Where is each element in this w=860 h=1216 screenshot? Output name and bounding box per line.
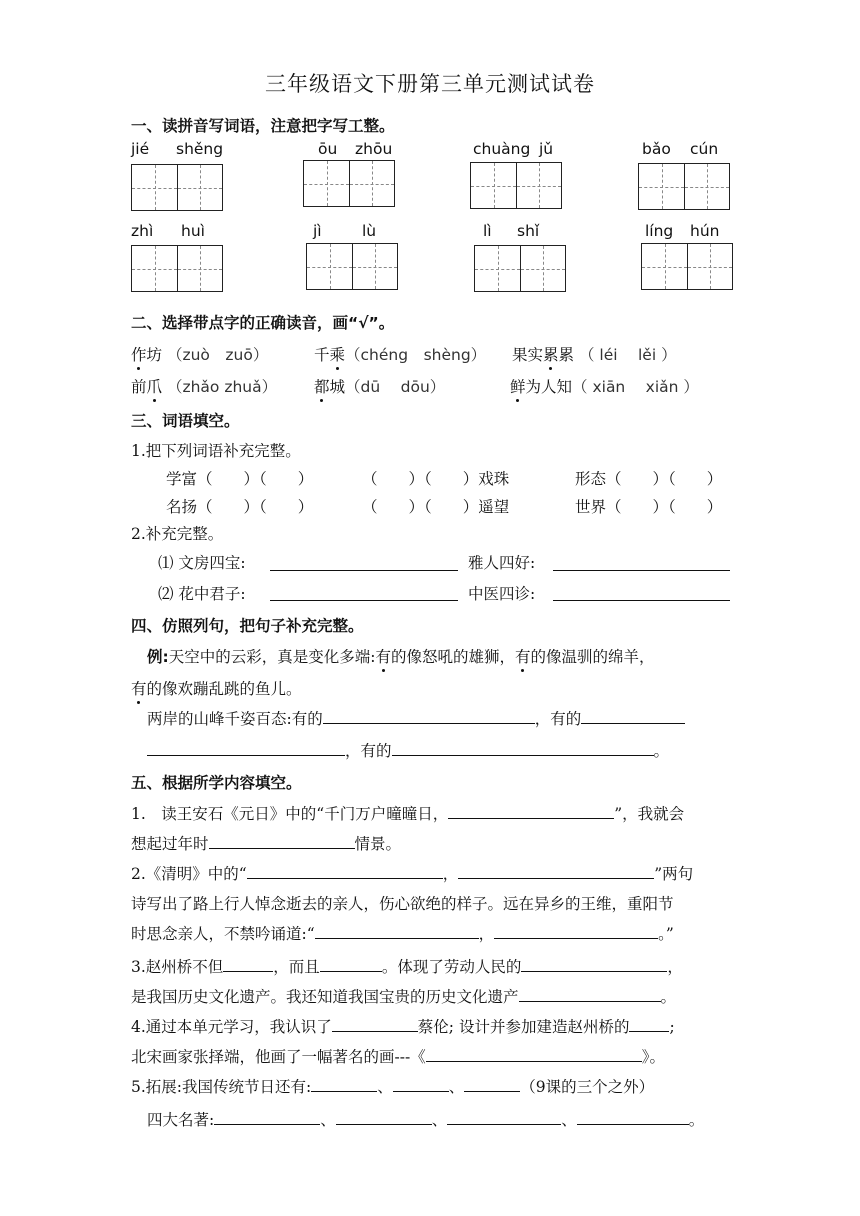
writing-grid-7[interactable] [474, 245, 566, 292]
idiom-xizhu[interactable]: （ ）（ ）戏珠 [362, 470, 510, 488]
blank-classic-1[interactable] [214, 1108, 320, 1125]
question-3-1: 1.把下列词语补充完整。 [131, 442, 301, 460]
question-3-2: 2.补充完整。 [131, 525, 224, 543]
label-wenfang: ⑴ 文房四宝: [158, 554, 246, 572]
label-zhongyi: 中医四诊: [468, 585, 536, 603]
blank-qingming-1[interactable] [247, 862, 443, 879]
blank-wenfang[interactable] [270, 554, 458, 575]
example-line-1: 例:天空中的云彩，真是变化多端:有的像怒吼的雄狮，有的像温驯的绵羊， [147, 645, 655, 667]
section-5-heading: 五、根据所学内容填空。 [131, 774, 302, 792]
section-3-heading: 三、词语填空。 [131, 412, 240, 430]
pinyin-2b: zhōu [355, 140, 393, 158]
pinyin-5b: huì [181, 222, 205, 240]
blank-wangwei-1[interactable] [315, 922, 479, 939]
pinyin-7a: lì [483, 222, 492, 240]
example-line-2: 有的像欢蹦乱跳的鱼儿。 [131, 677, 302, 699]
blank-festival-1[interactable] [311, 1075, 377, 1092]
blank-yuanri-1[interactable] [448, 802, 614, 819]
blank-classic-4[interactable] [577, 1108, 689, 1125]
pinyin-8b: hún [690, 222, 720, 240]
page-title: 三年级语文下册第三单元测试试卷 [265, 72, 595, 96]
reading-item-1[interactable]: 作坊 （zuò zuō） [131, 343, 268, 365]
blank-zhaozhou-1[interactable] [223, 955, 273, 972]
blank-zhongyi[interactable] [553, 584, 730, 605]
writing-grid-1[interactable] [131, 164, 223, 211]
pinyin-5a: zhì [131, 222, 154, 240]
blank-painting[interactable] [426, 1045, 642, 1062]
reading-item-2[interactable]: 千乘（chéng shèng） [314, 343, 486, 365]
pinyin-6b: lù [362, 222, 377, 240]
idiom-mingyang[interactable]: 名扬（ ）（ ） [166, 498, 314, 516]
reading-item-3[interactable]: 果实累累 （ léi lěi ） [512, 343, 677, 365]
pinyin-4a: bǎo [642, 140, 671, 158]
idiom-yaowang[interactable]: （ ）（ ）遥望 [362, 498, 510, 516]
blank-zhaozhou-2[interactable] [320, 955, 382, 972]
writing-grid-6[interactable] [306, 243, 398, 290]
imitate-line-2: ，有的 。 [147, 739, 669, 761]
pinyin-1a: jié [131, 140, 150, 158]
q5-2-line-3: 时思念亲人，不禁吟诵道:“ ， 。” [131, 922, 674, 944]
q5-1-line-1: 1. 读王安石《元日》中的“千门万户曈曈日， ”，我就会 [131, 802, 684, 824]
blank-imitate-4[interactable] [392, 739, 654, 756]
reading-item-5[interactable]: 都城（dū dōu） [314, 375, 445, 397]
pinyin-6a: jì [313, 222, 322, 240]
blank-yuanri-2[interactable] [209, 832, 355, 849]
section-4-heading: 四、仿照列句，把句子补充完整。 [131, 617, 364, 635]
blank-zhaozhou-3[interactable] [521, 955, 667, 972]
blank-qingming-2[interactable] [458, 862, 654, 879]
writing-grid-2[interactable] [303, 160, 395, 207]
q5-2-line-2: 诗写出了路上行人悼念逝去的亲人，伤心欲绝的样子。远在异乡的王维，重阳节 [131, 895, 674, 913]
label-yaren: 雅人四好: [468, 554, 536, 572]
idiom-xingtai[interactable]: 形态（ ）（ ） [575, 470, 723, 488]
reading-item-4[interactable]: 前爪 （zhǎo zhuǎ） [131, 375, 277, 397]
q5-5-line-2: 四大名著: 、 、 、 。 [147, 1108, 704, 1130]
section-1-heading: 一、读拼音写词语，注意把字写工整。 [131, 117, 395, 135]
imitate-line-1: 两岸的山峰千姿百态:有的 ，有的 [147, 707, 685, 729]
idiom-shijie[interactable]: 世界（ ）（ ） [575, 498, 723, 516]
blank-huazhong[interactable] [270, 584, 458, 605]
section-2-heading: 二、选择带点字的正确读音，画“√”。 [131, 314, 395, 332]
q5-3-line-2: 是我国历史文化遗产。我还知道我国宝贵的历史文化遗产 。 [131, 985, 676, 1007]
q5-2-line-1: 2.《清明》中的“ ， ”两句 [131, 862, 693, 884]
blank-lichun[interactable] [629, 1015, 669, 1032]
reading-item-6[interactable]: 鲜为人知（ xiān xiǎn ） [510, 375, 699, 397]
q5-4-line-2: 北宋画家张择端，他画了一幅著名的画---《 》。 [131, 1045, 665, 1067]
blank-imitate-3[interactable] [147, 739, 345, 756]
q5-1-line-2: 想起过年时 情景。 [131, 832, 401, 854]
blank-classic-3[interactable] [447, 1108, 561, 1125]
blank-festival-2[interactable] [393, 1075, 449, 1092]
blank-yaren[interactable] [553, 554, 730, 575]
blank-festival-3[interactable] [464, 1075, 520, 1092]
blank-imitate-2[interactable] [581, 707, 685, 724]
pinyin-3b: jǔ [539, 140, 554, 158]
blank-wangwei-2[interactable] [494, 922, 658, 939]
writing-grid-5[interactable] [131, 245, 223, 292]
blank-imitate-1[interactable] [323, 707, 535, 724]
writing-grid-3[interactable] [470, 162, 562, 209]
pinyin-4b: cún [690, 140, 719, 158]
idiom-xuefu[interactable]: 学富（ ）（ ） [166, 470, 314, 488]
pinyin-1b: shěng [176, 140, 224, 158]
pinyin-3a: chuàng [473, 140, 531, 158]
q5-3-line-1: 3.赵州桥不但 ，而且 。体现了劳动人民的 ， [131, 955, 683, 977]
pinyin-7b: shǐ [517, 222, 540, 240]
blank-classic-2[interactable] [336, 1108, 432, 1125]
blank-heritage[interactable] [519, 985, 661, 1002]
pinyin-8a: líng [645, 222, 674, 240]
writing-grid-8[interactable] [641, 243, 733, 290]
q5-5-line-1: 5.拓展:我国传统节日还有: 、 、 （9课的三个之外） [131, 1075, 654, 1097]
pinyin-2a: ōu [318, 140, 338, 158]
q5-4-line-1: 4.通过本单元学习，我认识了 蔡伦; 设计并参加建造赵州桥的 ; [131, 1015, 675, 1037]
label-huazhong: ⑵ 花中君子: [158, 585, 246, 603]
writing-grid-4[interactable] [638, 163, 730, 210]
blank-cailun[interactable] [332, 1015, 418, 1032]
